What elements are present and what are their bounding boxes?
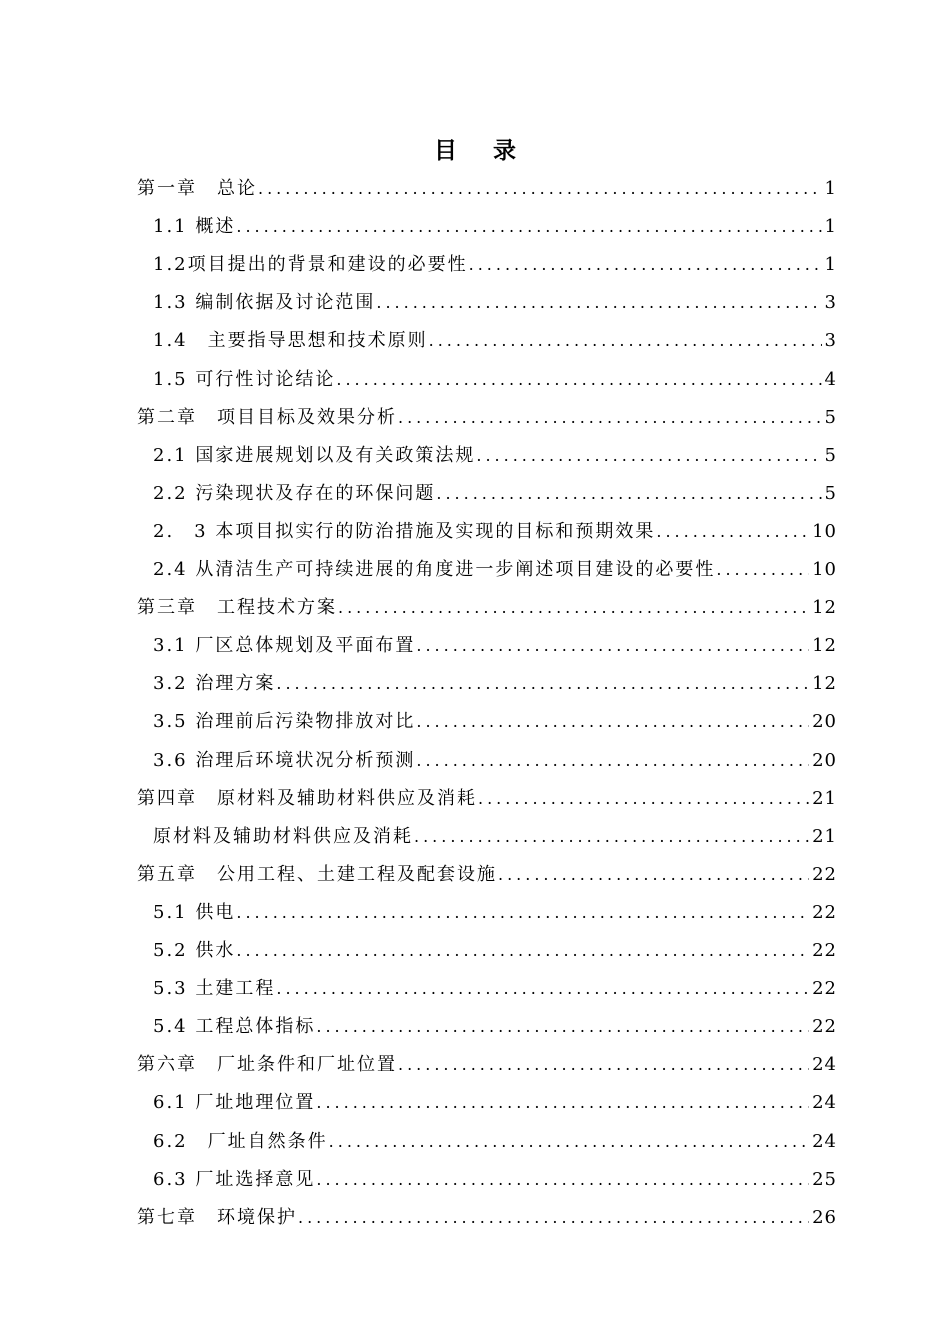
toc-leader-dots (478, 780, 809, 818)
toc-entry[interactable] (153, 1123, 837, 1161)
toc-leader-dots (316, 1008, 809, 1046)
toc-leader-dots (476, 437, 821, 475)
toc-entry-page-number: 25 (812, 1168, 837, 1190)
toc-entry[interactable] (153, 551, 837, 589)
toc-entry[interactable] (153, 475, 837, 513)
toc-entry-page-number: 1 (824, 254, 837, 276)
toc-entry[interactable] (153, 665, 837, 703)
toc-entry-page-number: 21 (812, 787, 837, 809)
toc-leader-dots (414, 818, 809, 856)
toc-entry-page-number: 10 (812, 559, 837, 580)
toc-entry[interactable] (153, 703, 837, 741)
toc-entry-label: 第五章 公用工程、土建工程及配套设施 (137, 863, 497, 885)
toc-entry-page-number: 3 (824, 330, 837, 352)
toc-entry[interactable] (153, 361, 837, 399)
toc-leader-dots (436, 475, 821, 513)
toc-entry-page-number: 3 (824, 292, 837, 314)
toc-entry-page-number: 22 (812, 978, 837, 1000)
toc-entry-page-number: 1 (824, 178, 837, 199)
toc-leader-dots (236, 932, 809, 970)
toc-title: 目 录 (433, 137, 530, 164)
toc-entry-label: 3.5 治理前后污染物排放对比 (153, 711, 416, 733)
toc-entry-label: 1.1 概述 (153, 216, 236, 238)
toc-entry[interactable] (137, 1199, 837, 1237)
toc-leader-dots (429, 322, 822, 360)
toc-entry-label: 1.5 可行性讨论结论 (153, 368, 336, 390)
toc-leader-dots (398, 1046, 809, 1084)
toc-entry[interactable] (153, 970, 837, 1008)
toc-entry-label: 5.4 工程总体指标 (153, 1016, 316, 1038)
toc-leader-dots (276, 970, 809, 1008)
toc-leader-dots (469, 246, 822, 284)
toc-leader-dots (716, 551, 809, 589)
toc-leader-dots (236, 208, 821, 246)
toc-entry-label: 1.2项目提出的背景和建设的必要性 (153, 254, 468, 276)
toc-entry-page-number: 22 (812, 940, 837, 961)
toc-leader-dots (416, 742, 809, 780)
toc-entry[interactable] (153, 1008, 837, 1046)
toc-entry-label: 第六章 厂址条件和厂址位置 (137, 1054, 397, 1076)
toc-entry[interactable] (137, 780, 837, 818)
toc-entry[interactable] (153, 284, 837, 322)
toc-entry[interactable] (153, 322, 837, 360)
toc-entry[interactable] (153, 437, 837, 475)
toc-entry[interactable] (137, 589, 837, 627)
toc-entry-page-number: 22 (812, 1016, 837, 1038)
toc-entry-label: 6.3 厂址选择意见 (153, 1168, 316, 1190)
toc-entry-label: 第二章 项目目标及效果分析 (137, 406, 397, 428)
toc-entry[interactable] (153, 1161, 837, 1199)
toc-entry-label: 第一章 总论 (137, 178, 257, 199)
toc-leader-dots (338, 589, 809, 627)
toc-entry[interactable] (137, 856, 837, 894)
toc-entry[interactable] (153, 742, 837, 780)
toc-entry-page-number: 10 (812, 520, 837, 542)
toc-entry-page-number: 20 (812, 749, 837, 771)
toc-entry-page-number: 5 (824, 406, 837, 428)
toc-entry-page-number: 24 (812, 1054, 837, 1076)
toc-entry-label: 1.3 编制依据及讨论范围 (153, 292, 376, 314)
toc-leader-dots (298, 1199, 809, 1237)
toc-entry-label: 3.6 治理后环境状况分析预测 (153, 749, 416, 771)
toc-entry-label: 2.4 从清洁生产可持续进展的角度进一步阐述项目建设的必要性 (153, 559, 716, 580)
toc-entry-page-number: 12 (812, 597, 837, 619)
toc-entry[interactable] (137, 399, 837, 437)
toc-entry-page-number: 24 (812, 1130, 837, 1152)
toc-leader-dots (656, 513, 809, 551)
toc-entry-page-number: 21 (812, 825, 837, 847)
toc-entry[interactable] (153, 894, 837, 932)
toc-entry[interactable] (137, 170, 837, 208)
toc-entry-label: 3.1 厂区总体规划及平面布置 (153, 635, 416, 657)
toc-entry-label: 3.2 治理方案 (153, 673, 276, 695)
toc-entry[interactable] (153, 627, 837, 665)
toc-leader-dots (316, 1161, 809, 1199)
toc-entry-label: 第四章 原材料及辅助材料供应及消耗 (137, 787, 477, 809)
toc-leader-dots (376, 284, 821, 322)
toc-entry-label: 第三章 工程技术方案 (137, 597, 337, 619)
toc-entry[interactable] (153, 513, 837, 551)
toc-entry-page-number: 22 (812, 863, 837, 885)
toc-entry-label: 第七章 环境保护 (137, 1206, 297, 1228)
toc-entry-page-number: 12 (812, 635, 837, 657)
toc-leader-dots (498, 856, 809, 894)
toc-entry[interactable] (153, 246, 837, 284)
toc-entry-label: 2.2 污染现状及存在的环保问题 (153, 482, 436, 504)
toc-leader-dots (316, 1084, 809, 1122)
toc-entry-page-number: 12 (812, 673, 837, 695)
toc-entry[interactable] (153, 818, 837, 856)
toc-entry-label: 2.1 国家进展规划以及有关政策法规 (153, 444, 476, 466)
toc-leader-dots (398, 399, 822, 437)
toc-entry-page-number: 4 (824, 368, 837, 390)
toc-entry-label: 原材料及辅助材料供应及消耗 (153, 825, 413, 847)
toc-entry-page-number: 1 (824, 216, 837, 238)
toc-entry-label: 1.4 主要指导思想和技术原则 (153, 330, 428, 352)
toc-leader-dots (276, 665, 809, 703)
toc-entry[interactable] (153, 932, 837, 970)
toc-entry-page-number: 26 (812, 1206, 837, 1228)
toc-leader-dots (329, 1123, 809, 1161)
toc-entry-label: 5.3 土建工程 (153, 978, 276, 1000)
toc-entry-label: 5.1 供电 (153, 901, 236, 923)
toc-entry-label: 2. 3 本项目拟实行的防治措施及实现的目标和预期效果 (153, 520, 656, 542)
toc-entry-label: 6.2 厂址自然条件 (153, 1130, 328, 1152)
toc-entry-page-number: 5 (824, 482, 837, 504)
toc-leader-dots (258, 170, 822, 208)
toc-leader-dots (336, 361, 821, 399)
toc-leader-dots (416, 627, 809, 665)
toc-entry-page-number: 5 (824, 444, 837, 466)
toc-entry-label: 6.1 厂址地理位置 (153, 1092, 316, 1114)
toc-entry-page-number: 22 (812, 901, 837, 923)
toc-entry[interactable] (153, 1084, 837, 1122)
toc-entry-page-number: 24 (812, 1092, 837, 1114)
toc-leader-dots (236, 894, 809, 932)
toc-entry-page-number: 20 (812, 711, 837, 733)
toc-leader-dots (416, 703, 809, 741)
toc-entry-label: 5.2 供水 (153, 940, 236, 961)
toc-entry[interactable] (137, 1046, 837, 1084)
toc-entry[interactable] (153, 208, 837, 246)
